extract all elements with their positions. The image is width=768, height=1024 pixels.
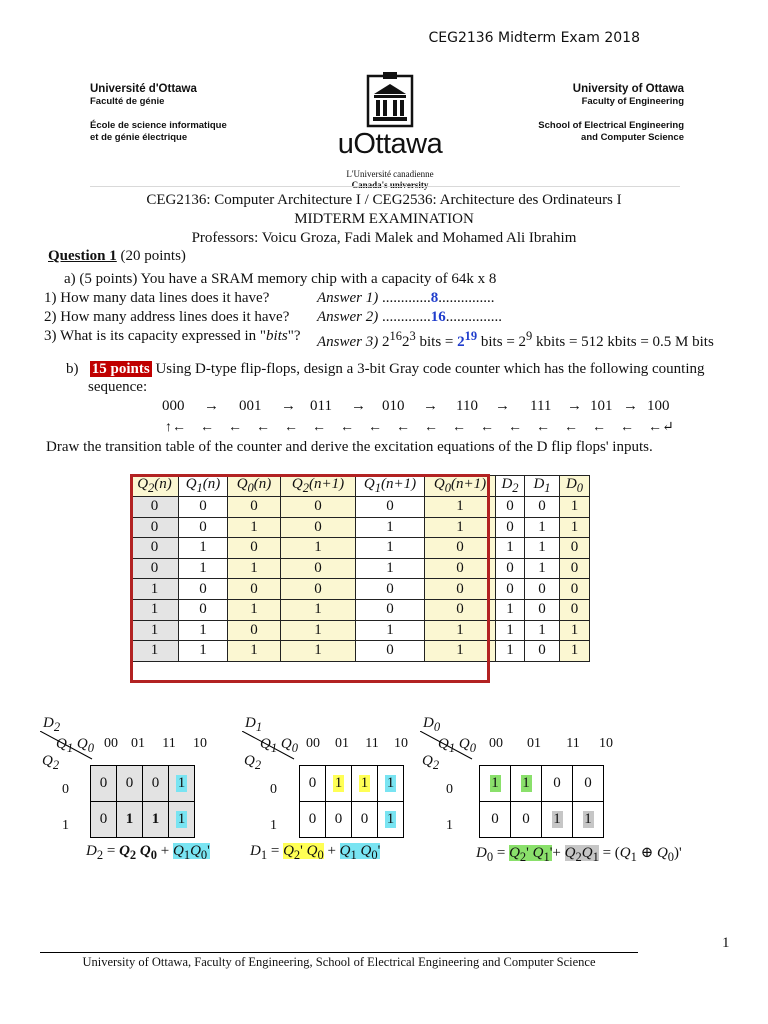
answer-1-label: Answer 1)	[317, 290, 379, 306]
kmap-row-label: 0	[446, 782, 453, 797]
kmap-grid	[299, 765, 404, 838]
ans3-base: 2	[378, 334, 390, 350]
table-cell: 1	[179, 641, 228, 662]
kmap-value: 1	[360, 775, 369, 791]
kmap-title: $D_0$	[423, 715, 441, 734]
footer-text: University of Ottawa, Faculty of Engineering, School of Electrical Engineering and Computer Science	[82, 955, 596, 969]
kmap-cell	[326, 802, 352, 838]
table-row	[131, 579, 590, 600]
answer-3-highlight	[457, 329, 478, 350]
table-cell: 0	[560, 558, 590, 579]
fr-school-line-2: et de génie électrique	[90, 132, 188, 143]
ans3-exp1: 16	[389, 329, 402, 343]
table-cell: 0	[356, 641, 425, 662]
ans3-bits1: bits =	[415, 334, 458, 350]
table-cell: 0	[496, 497, 525, 518]
part-a-question-1: 1) How many data lines does it have?	[44, 290, 270, 306]
ans3-blue-exp: 19	[464, 329, 478, 343]
table-cell: 0	[131, 558, 179, 579]
course-line: CEG2136: Computer Architecture I / CEG2536: Architecture des Ordinateurs I	[146, 192, 622, 208]
table-cell: 0	[560, 538, 590, 559]
table-cell: 0	[131, 497, 179, 518]
table-cell: 0	[560, 599, 590, 620]
table-cell: 1	[356, 558, 425, 579]
table-cell: 0	[179, 497, 228, 518]
ans3-bits2: bits = 2	[477, 334, 527, 350]
kmap-value: 1	[125, 811, 134, 827]
part-b-instruction: Draw the transition table of the counter and derive the excitation equations of the D flip flops' inputs.	[46, 439, 653, 455]
col-header-q0n: $Q_0(n)$	[228, 476, 281, 497]
sequence-arrow: →	[623, 398, 638, 414]
kmap-value: 1	[386, 775, 395, 791]
kmap-value: 1	[386, 811, 395, 827]
table-row	[131, 641, 590, 662]
en-faculty-name: Faculty of Engineering	[581, 96, 684, 107]
kmap-cell	[91, 766, 117, 802]
table-cell: 1	[525, 538, 560, 559]
kmap-value: 1	[177, 811, 186, 827]
kmap-col-var: $Q_1$ $Q_0$	[56, 736, 94, 755]
ans3-mid: 2	[402, 334, 410, 350]
exam-title: MIDTERM EXAMINATION	[294, 211, 474, 227]
table-cell: 0	[525, 599, 560, 620]
table-cell: 1	[179, 558, 228, 579]
kmap-value: 1	[177, 775, 186, 791]
kmap-col-label: 00	[104, 736, 118, 751]
kmap-cell	[378, 766, 404, 802]
kmap-cell	[326, 766, 352, 802]
logo-tagline-line-2: Canada's university	[351, 180, 429, 190]
en-university-name: University of Ottawa	[572, 83, 684, 95]
table-cell: 1	[425, 620, 496, 641]
en-school-line-1: School of Electrical Engineering	[538, 120, 684, 131]
kmap-col-label: 11	[566, 736, 580, 751]
kmap-col-label: 11	[365, 736, 379, 751]
table-row	[131, 620, 590, 641]
kmap-col-label: 10	[193, 736, 207, 751]
part-a-answer-2	[317, 308, 502, 327]
part-a-question-2: 2) How many address lines does it have?	[44, 309, 290, 325]
kmap-value: 0	[151, 775, 160, 791]
kmap-col-label: 11	[162, 736, 176, 751]
kmap-cell	[511, 766, 542, 802]
kmap-title: $D_1$	[245, 715, 263, 734]
part-a-question-3	[44, 327, 301, 346]
kmap-cell	[117, 802, 143, 838]
table-cell: 0	[281, 579, 356, 600]
table-cell: 0	[228, 538, 281, 559]
kmap-row-label: 0	[270, 782, 277, 797]
kmap-cell	[117, 766, 143, 802]
kmap-cell	[480, 766, 511, 802]
kmap-value: 0	[308, 775, 317, 791]
table-cell: 1	[425, 497, 496, 518]
kmap-row-label: 1	[270, 818, 277, 833]
table-cell: 1	[496, 641, 525, 662]
sequence-arrow: →	[351, 398, 366, 414]
answer-2-value: 16	[430, 309, 446, 325]
col-header-q1n: $Q_1(n)$	[179, 476, 228, 497]
table-row	[131, 517, 590, 538]
page-number: 1	[722, 935, 730, 951]
fr-faculty-name: Faculté de génie	[90, 96, 165, 107]
sequence-state: 011	[310, 398, 332, 414]
kmap-value: 0	[522, 811, 530, 827]
sequence-arrow: →	[495, 398, 510, 414]
table-cell: 0	[425, 579, 496, 600]
kmap-value: 0	[491, 811, 499, 827]
university-banner	[90, 82, 684, 192]
kmap-row-label: 1	[446, 818, 453, 833]
kmap-equation: $D_0 = Q_2'$ $Q_1'+ Q_2Q_1 = (Q_1$ ⊕ $Q_0)'$	[476, 845, 682, 864]
question-1-label: Question 1	[48, 248, 117, 264]
kmap-cell	[542, 766, 573, 802]
kmap-d2	[40, 715, 240, 865]
kmap-value: 0	[125, 775, 134, 791]
table-cell: 1	[496, 620, 525, 641]
kmap-row-label: 0	[62, 782, 69, 797]
table-cell: 0	[228, 497, 281, 518]
answer-2-dots-after: ...............	[445, 309, 502, 325]
kmap-row-var: $Q_2$	[42, 753, 60, 772]
table-cell: 0	[560, 579, 590, 600]
table-cell: 1	[228, 599, 281, 620]
part-b-text-1: Using D-type flip-flops, design a 3-bit Gray code counter which has the following counting	[151, 361, 705, 377]
kmap-cell	[573, 766, 604, 802]
table-cell: 0	[281, 497, 356, 518]
part-a-statement: a) (5 points) You have a SRAM memory chip with a capacity of 64k x 8	[64, 271, 497, 287]
university-building-icon	[364, 72, 416, 130]
kmap-value: 1	[491, 775, 499, 791]
ans3-blue-base: 2	[457, 334, 465, 350]
answer-2-dots: .............	[378, 309, 431, 325]
logo-tagline-line-1: L'Université canadienne	[346, 169, 434, 179]
sequence-state: 000	[162, 398, 185, 414]
part-b-text-2: sequence:	[88, 379, 148, 395]
kmap-value: 0	[584, 775, 592, 791]
table-cell: 0	[425, 538, 496, 559]
part-a-answer-1	[317, 289, 495, 308]
kmap-cell	[143, 766, 169, 802]
table-cell: 0	[281, 517, 356, 538]
table-cell: 1	[560, 517, 590, 538]
banner-english-block	[538, 82, 684, 144]
table-cell: 1	[131, 579, 179, 600]
table-cell: 0	[179, 517, 228, 538]
table-cell: 0	[525, 641, 560, 662]
table-cell: 0	[281, 558, 356, 579]
table-cell: 0	[356, 599, 425, 620]
kmap-value: 0	[99, 775, 108, 791]
kmap-col-label: 10	[599, 736, 613, 751]
sequence-state: 110	[456, 398, 478, 414]
kmap-cell	[352, 766, 378, 802]
banner-french-block	[90, 82, 227, 144]
table-cell: 1	[525, 620, 560, 641]
answer-1-dots-after: ...............	[438, 290, 495, 306]
kmap-value: 1	[584, 811, 592, 827]
part-b-statement	[66, 360, 704, 379]
kmap-row-var: $Q_2$	[244, 753, 262, 772]
col-header-d0: $D_0$	[560, 476, 590, 497]
kmap-col-var: $Q_1$ $Q_0$	[438, 736, 476, 755]
ans3-exp2: 3	[409, 329, 416, 343]
table-cell: 1	[228, 641, 281, 662]
table-cell: 1	[281, 641, 356, 662]
q3-text-end: "?	[287, 328, 301, 344]
sequence-arrow: →	[423, 398, 438, 414]
kmap-col-var: $Q_1$ $Q_0$	[260, 736, 298, 755]
kmap-col-label: 01	[335, 736, 349, 751]
logo-wordmark: uOttawa	[337, 128, 443, 160]
fr-university-name: Université d'Ottawa	[90, 83, 197, 95]
table-cell: 1	[281, 599, 356, 620]
kmap-d0	[420, 715, 720, 865]
kmap-value: 1	[553, 811, 561, 827]
kmap-value: 0	[553, 775, 561, 791]
kmap-cell	[378, 802, 404, 838]
kmap-title: $D_2$	[43, 715, 61, 734]
table-row	[131, 538, 590, 559]
table-cell: 1	[525, 517, 560, 538]
sequence-arrow: →	[281, 398, 296, 414]
table-cell: 0	[228, 579, 281, 600]
table-cell: 0	[496, 517, 525, 538]
professors-line: Professors: Voicu Groza, Fadi Malek and Mohamed Ali Ibrahim	[191, 230, 577, 246]
running-header: CEG2136 Midterm Exam 2018	[428, 30, 640, 46]
transition-table	[130, 475, 590, 662]
table-cell: 1	[281, 538, 356, 559]
sequence-arrow: →	[204, 398, 219, 414]
kmap-row-label: 1	[62, 818, 69, 833]
table-cell: 1	[131, 599, 179, 620]
en-school-line-2: and Computer Science	[581, 132, 684, 143]
q3-bits-word: bits	[266, 328, 288, 344]
kmap-equation: $D_2 = Q_2$ $Q_0 + Q_1Q_0'$	[86, 843, 210, 862]
table-cell: 1	[179, 620, 228, 641]
table-cell: 1	[425, 641, 496, 662]
kmap-value: 0	[334, 811, 343, 827]
kmap-cell	[300, 766, 326, 802]
table-header-row	[131, 476, 590, 497]
table-cell: 0	[525, 579, 560, 600]
table-cell: 0	[228, 620, 281, 641]
sequence-state: 101	[590, 398, 613, 414]
kmap-col-label: 01	[527, 736, 541, 751]
kmap-cell	[573, 802, 604, 838]
part-a-answer-3	[317, 327, 714, 352]
table-cell: 1	[179, 538, 228, 559]
col-header-q0n1: $Q_0(n+1)$	[425, 476, 496, 497]
kmap-cell	[169, 766, 195, 802]
question-1-heading	[48, 248, 186, 265]
kmap-row-var: $Q_2$	[422, 753, 440, 772]
kmap-cell	[542, 802, 573, 838]
table-cell: 0	[425, 558, 496, 579]
ans3-exp3: 9	[526, 329, 533, 343]
table-cell: 1	[281, 620, 356, 641]
kmap-value: 0	[360, 811, 369, 827]
table-cell: 0	[179, 579, 228, 600]
table-cell: 0	[425, 599, 496, 620]
table-cell: 1	[525, 558, 560, 579]
kmap-value: 0	[308, 811, 317, 827]
kmap-value: 1	[334, 775, 343, 791]
kmap-equation: $D_1 = Q_2'$ $Q_0 + Q_1$ $Q_0'$	[250, 843, 381, 862]
kmap-value: 0	[99, 811, 108, 827]
kmap-cell	[91, 802, 117, 838]
table-cell: 0	[356, 497, 425, 518]
col-header-q2n1: $Q_2(n+1)$	[281, 476, 356, 497]
sequence-state: 100	[647, 398, 670, 414]
counting-sequence	[162, 398, 682, 418]
table-row	[131, 599, 590, 620]
kmap-cell	[352, 802, 378, 838]
answer-1-value: 8	[430, 290, 439, 306]
table-cell: 1	[356, 620, 425, 641]
part-b-prefix: b)	[66, 361, 79, 377]
col-header-q2n: $Q_2(n)$	[131, 476, 179, 497]
table-cell: 1	[560, 641, 590, 662]
kmap-cell	[300, 802, 326, 838]
table-cell: 1	[560, 497, 590, 518]
table-cell: 0	[496, 579, 525, 600]
table-cell: 1	[228, 517, 281, 538]
kmap-cell	[169, 802, 195, 838]
ans3-tail: kbits = 512 kbits = 0.5 M bits	[532, 334, 714, 350]
table-cell: 0	[525, 497, 560, 518]
footer-divider	[40, 952, 638, 953]
sequence-state: 010	[382, 398, 405, 414]
table-cell: 1	[131, 620, 179, 641]
table-cell: 0	[131, 517, 179, 538]
kmap-cell	[143, 802, 169, 838]
kmap-cell	[480, 802, 511, 838]
kmap-grid	[90, 765, 195, 838]
table-cell: 1	[496, 538, 525, 559]
table-cell: 1	[228, 558, 281, 579]
table-cell: 1	[425, 517, 496, 538]
table-cell: 1	[560, 620, 590, 641]
sequence-return-arrows: ↑← ← ← ← ← ← ← ← ← ← ← ← ← ← ← ← ← ←↵	[165, 420, 674, 435]
table-cell: 0	[356, 579, 425, 600]
col-header-q1n1: $Q_1(n+1)$	[356, 476, 425, 497]
answer-2-label: Answer 2)	[317, 309, 379, 325]
question-1-points: (20 points)	[116, 248, 186, 264]
sequence-arrow: →	[567, 398, 582, 414]
col-header-d2: $D_2$	[496, 476, 525, 497]
kmap-value: 1	[151, 811, 160, 827]
answer-3-label: Answer 3)	[317, 334, 379, 350]
kmap-col-label: 00	[489, 736, 503, 751]
table-row	[131, 558, 590, 579]
table-cell: 1	[356, 517, 425, 538]
kmap-cell	[511, 802, 542, 838]
part-b-points-badge: 15 points	[91, 361, 150, 377]
table-cell: 0	[131, 538, 179, 559]
kmap-col-label: 00	[306, 736, 320, 751]
answer-1-dots: .............	[378, 290, 431, 306]
kmap-value: 1	[522, 775, 530, 791]
uottawa-logo	[330, 72, 450, 191]
kmap-col-label: 10	[394, 736, 408, 751]
q3-text: 3) What is its capacity expressed in "	[44, 328, 267, 344]
table-row	[131, 497, 590, 518]
table-cell: 1	[496, 599, 525, 620]
banner-divider	[90, 186, 680, 187]
col-header-d1: $D_1$	[525, 476, 560, 497]
kmap-grid	[479, 765, 604, 838]
table-cell: 1	[131, 641, 179, 662]
kmap-col-label: 01	[131, 736, 145, 751]
table-cell: 0	[496, 558, 525, 579]
table-cell: 1	[356, 538, 425, 559]
sequence-state: 111	[530, 398, 552, 414]
sequence-state: 001	[239, 398, 262, 414]
fr-school-line-1: École de science informatique	[90, 120, 227, 131]
table-cell: 0	[179, 599, 228, 620]
